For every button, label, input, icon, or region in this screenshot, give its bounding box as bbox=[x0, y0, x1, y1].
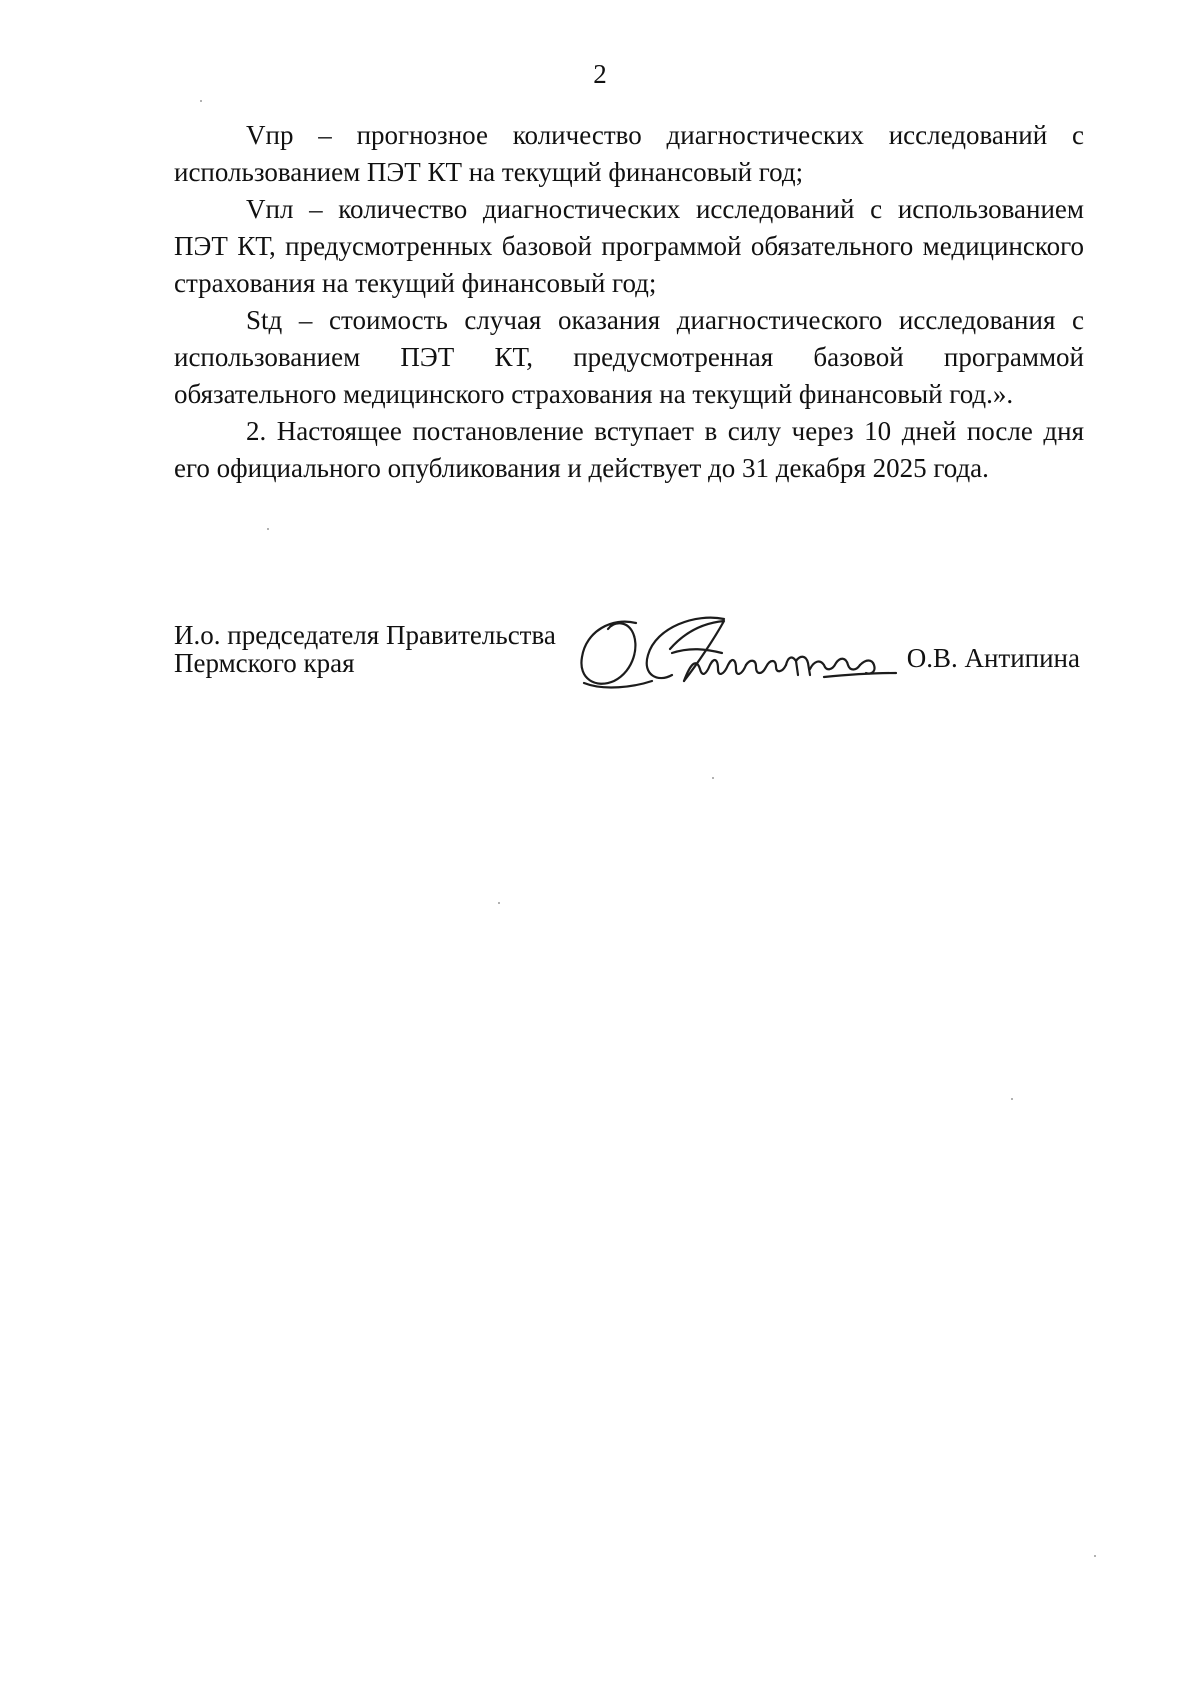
handwritten-signature bbox=[574, 609, 904, 704]
signer-name: О.В. Антипина bbox=[906, 643, 1080, 673]
scan-speck bbox=[200, 100, 202, 102]
document-body bbox=[174, 117, 1084, 487]
paragraph-vpl: Vпл – количество диагностических исследований с использованием ПЭТ КТ, предусмотренных базовой программой обязательного медицинского страхования на текущий финансовый год; bbox=[174, 194, 1084, 298]
paragraph-vpr: Vпр – прогнозное количество диагностических исследований с использованием ПЭТ КТ на текущий финансовый год; bbox=[174, 120, 1084, 187]
scan-speck bbox=[712, 777, 714, 779]
page-number: 2 bbox=[593, 59, 607, 89]
paragraph-std: Stд – стоимость случая оказания диагностического исследования с использованием ПЭТ КТ, предусмотренная базовой программой обязательного медицинского страхования на текущий финансовый год.». bbox=[174, 305, 1084, 409]
signature-block bbox=[174, 621, 1084, 721]
scan-speck bbox=[498, 902, 500, 904]
scan-speck bbox=[267, 528, 269, 530]
scan-speck bbox=[1094, 1555, 1096, 1557]
paragraph-effective-date: 2. Настоящее постановление вступает в силу через 10 дней после дня его официального опубликования и действует до 31 декабря 2025 года. bbox=[174, 416, 1084, 483]
scan-speck bbox=[1011, 1098, 1013, 1100]
signer-title: И.о. председателя Правительства Пермского края bbox=[174, 620, 556, 678]
